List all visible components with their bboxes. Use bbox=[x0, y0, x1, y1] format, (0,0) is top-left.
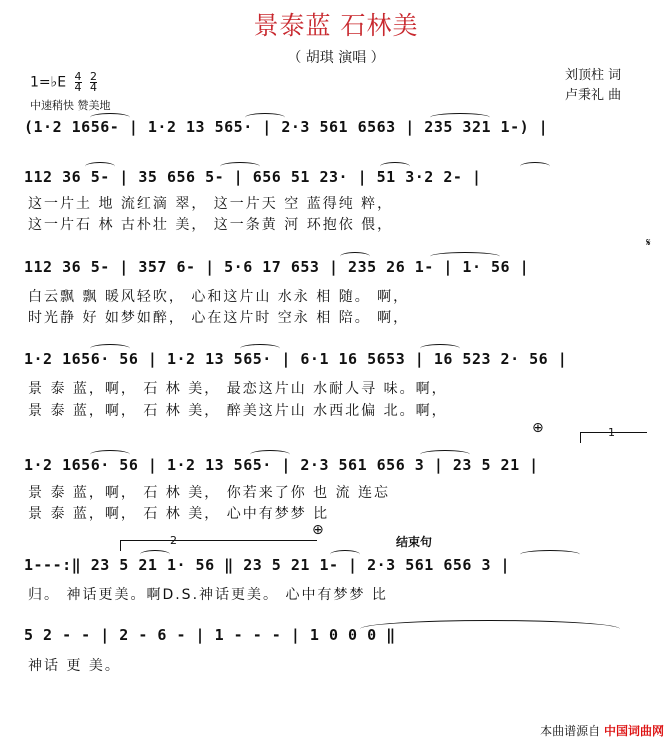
source-label: 本曲谱源自 bbox=[540, 724, 601, 738]
volta-1-label: 1 bbox=[608, 426, 615, 439]
notation-line-4: 1·2 1656· 56 | 1·2 13 565· | 6·1 16 5653 | 16 523 2· 56 | bbox=[24, 350, 568, 368]
slur bbox=[340, 252, 370, 261]
slur bbox=[250, 450, 290, 459]
performer: （ 胡琪 演唱 ） bbox=[287, 50, 385, 66]
notation-line-3: 112 36 5- | 357 6- | 5·6 17 653 | 235 26 1- | 1· 56 | bbox=[24, 258, 530, 276]
source-site: 中国词曲网 bbox=[603, 724, 664, 738]
volta-2-label: 2 bbox=[170, 534, 177, 547]
slur bbox=[140, 550, 170, 559]
slur bbox=[245, 113, 285, 122]
lyric-line-2b: 这一片石 林 古朴壮 美， 这一条黄 河 环抱依 偎， bbox=[28, 217, 394, 233]
notation-line-1: (1·2 1656- | 1·2 13 565· | 2·3 561 6563 | 235 321 1-) | bbox=[24, 118, 549, 136]
lyric-line-5a: 景 泰 蓝，啊， 石 林 美， 你若来了你 也 流 连忘 bbox=[28, 485, 391, 501]
lyric-line-3a: 白云飘 飘 暖风轻吹， 心和这片山 水永 相 随。 啊， bbox=[28, 289, 410, 305]
slur bbox=[380, 162, 410, 171]
lyric-line-4a: 景 泰 蓝，啊， 石 林 美， 最恋这片山 水耐人寻 味。啊， bbox=[28, 381, 448, 397]
ending-phrase-label: 结束句 bbox=[396, 535, 433, 549]
lyric-line-5b: 景 泰 蓝，啊， 石 林 美， 心中有梦梦 比 bbox=[28, 506, 330, 522]
notation-line-2: 112 36 5- | 35 656 5- | 656 51 23· | 51 3·2 2- | bbox=[24, 168, 482, 186]
notation-line-5: 1·2 1656· 56 | 1·2 13 565· | 2·3 561 656 3 | 23 5 21 | bbox=[24, 456, 539, 474]
key-signature bbox=[30, 72, 97, 93]
segno-mark: 𝄋 bbox=[646, 236, 651, 249]
slur bbox=[430, 113, 490, 122]
slur bbox=[90, 450, 130, 459]
coda-mark-1: ⊕ bbox=[532, 420, 544, 436]
slur bbox=[420, 450, 470, 459]
lyric-line-2a: 这一片土 地 流红滴 翠， 这一片天 空 蓝得纯 粹， bbox=[28, 196, 394, 212]
source-credit bbox=[540, 722, 664, 739]
slur bbox=[520, 162, 550, 171]
slur bbox=[90, 344, 130, 353]
time-signature-2: $\frac{2}{4}$ bbox=[90, 70, 97, 94]
notation-line-7: 5 2 - - | 2 - 6 - | 1 - - - | 1 0 0 0 ‖ bbox=[24, 626, 396, 644]
lyric-line-4b: 景 泰 蓝，啊， 石 林 美， 醉美这片山 水西北偏 北。啊， bbox=[28, 403, 448, 419]
slur bbox=[240, 344, 280, 353]
slur bbox=[420, 344, 460, 353]
time-signature-1: $\frac{4}{4}$ bbox=[74, 70, 82, 94]
lyric-line-6a: 归。 神话更美。啊D.S.神话更美。 心中有梦梦 比 bbox=[28, 587, 388, 603]
song-title: 景泰蓝 石林美 bbox=[253, 11, 419, 40]
lyric-line-7a: 神话 更 美。 bbox=[28, 658, 121, 674]
tempo-marking: 中速稍快 赞美地 bbox=[30, 99, 111, 112]
slur bbox=[330, 550, 360, 559]
slur bbox=[85, 162, 115, 171]
slur bbox=[360, 620, 620, 629]
slur bbox=[220, 162, 260, 171]
slur bbox=[430, 252, 500, 261]
coda-mark-2: ⊕ bbox=[312, 522, 324, 538]
lyricist: 刘顶柱 词 bbox=[565, 68, 622, 83]
lyric-line-3b: 时光静 好 如梦如醉， 心在这片时 空永 相 陪。 啊， bbox=[28, 310, 410, 326]
composer: 卢秉礼 曲 bbox=[565, 88, 622, 103]
slur bbox=[90, 113, 130, 122]
key-label: 1=♭E bbox=[30, 74, 67, 91]
notation-line-6: 1---:‖ 23 5 21 1· 56 ‖ 23 5 21 1- | 2·3 561 656 3 | bbox=[24, 556, 511, 574]
slur bbox=[520, 550, 580, 559]
